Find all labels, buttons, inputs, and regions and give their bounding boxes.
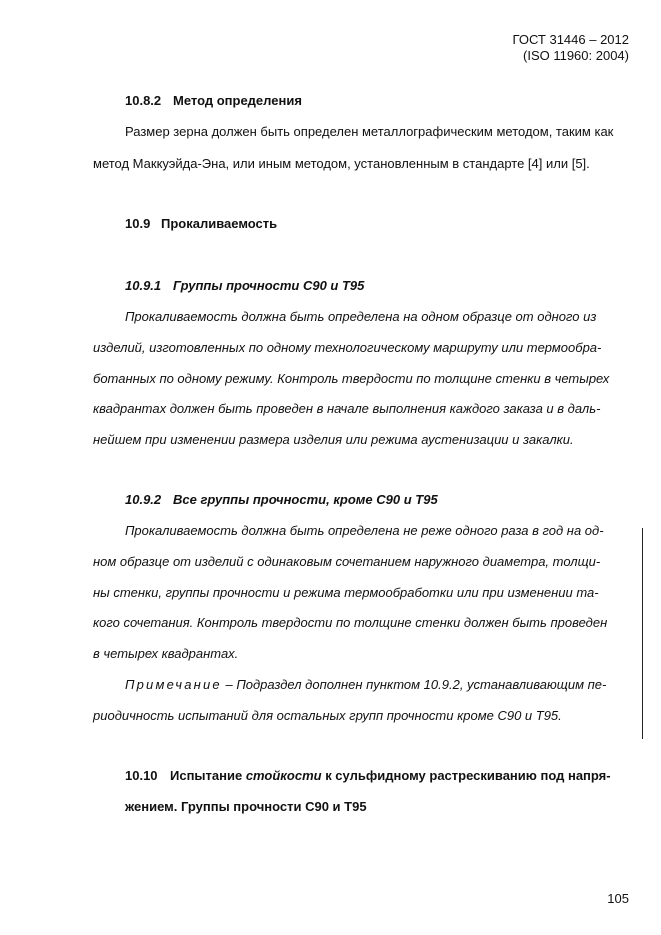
- paragraph-line: кого сочетания. Контроль твердости по толщине стенки должен быть проведен: [93, 615, 608, 630]
- section-number: 10.9.1: [125, 278, 162, 293]
- section-heading-10-10: [125, 768, 611, 784]
- note-text: – Подраздел дополнен пунктом 10.9.2, устанавливающим пе-: [221, 677, 607, 692]
- page-number: 105: [607, 891, 629, 906]
- section-number: 10.9.2: [125, 492, 162, 507]
- section-title: Все группы прочности, кроме С90 и Т95: [173, 492, 438, 507]
- paragraph-line: Прокаливаемость должна быть определена на одном образце от одного из: [125, 309, 597, 324]
- paragraph-line: ны стенки, группы прочности и режима термообработки или при изменении та-: [93, 585, 599, 600]
- paragraph-line: нейшем при изменении размера изделия или режима аустенизации и закалки.: [93, 432, 574, 447]
- note-label: Примечание: [125, 677, 222, 692]
- section-number: 10.8.2: [125, 93, 162, 108]
- section-title: Группы прочности С90 и Т95: [173, 278, 365, 293]
- section-heading-10-9-1: [125, 278, 364, 294]
- section-number: 10.10: [125, 768, 158, 783]
- section-title: Прокаливаемость: [161, 216, 278, 231]
- paragraph-line: Размер зерна должен быть определен металлографическим методом, таким как: [125, 124, 614, 139]
- paragraph-line: в четырех квадрантах.: [93, 646, 239, 661]
- paragraph-line: квадрантах должен быть проведен в начале выполнения каждого заказа и в даль-: [93, 401, 601, 416]
- section-heading-10-9-2: [125, 492, 438, 508]
- note: [125, 677, 606, 693]
- doc-code-iso: (ISO 11960: 2004): [523, 48, 629, 63]
- section-heading-10-8-2: [125, 93, 302, 109]
- paragraph-line: изделий, изготовленных по одному технологическому маршруту или термообра-: [93, 340, 602, 355]
- section-title: Метод определения: [173, 93, 302, 108]
- section-heading-10-9: [125, 216, 277, 232]
- section-title-part: к сульфидному растрескиванию под напря-: [321, 768, 611, 783]
- section-heading-10-10-continued: жением. Группы прочности С90 и Т95: [125, 799, 367, 814]
- doc-code: ГОСТ 31446 – 2012: [512, 32, 629, 47]
- section-number: 10.9: [125, 216, 151, 231]
- paragraph-line: метод Маккуэйда-Эна, или иным методом, установленным в стандарте [4] или [5].: [93, 156, 590, 171]
- section-title-emphasis: стойкости: [245, 768, 322, 783]
- change-bar: [642, 528, 643, 739]
- paragraph-line: Прокаливаемость должна быть определена не реже одного раза в год на од-: [125, 523, 604, 538]
- paragraph-line: ботанных по одному режиму. Контроль твердости по толщине стенки в четырех: [93, 371, 610, 386]
- paragraph-line: ном образце от изделий с одинаковым сочетанием наружного диаметра, толщи-: [93, 554, 601, 569]
- note-text-continued: риодичность испытаний для остальных групп прочности кроме С90 и Т95.: [93, 708, 562, 723]
- section-title-part: Испытание: [170, 768, 246, 783]
